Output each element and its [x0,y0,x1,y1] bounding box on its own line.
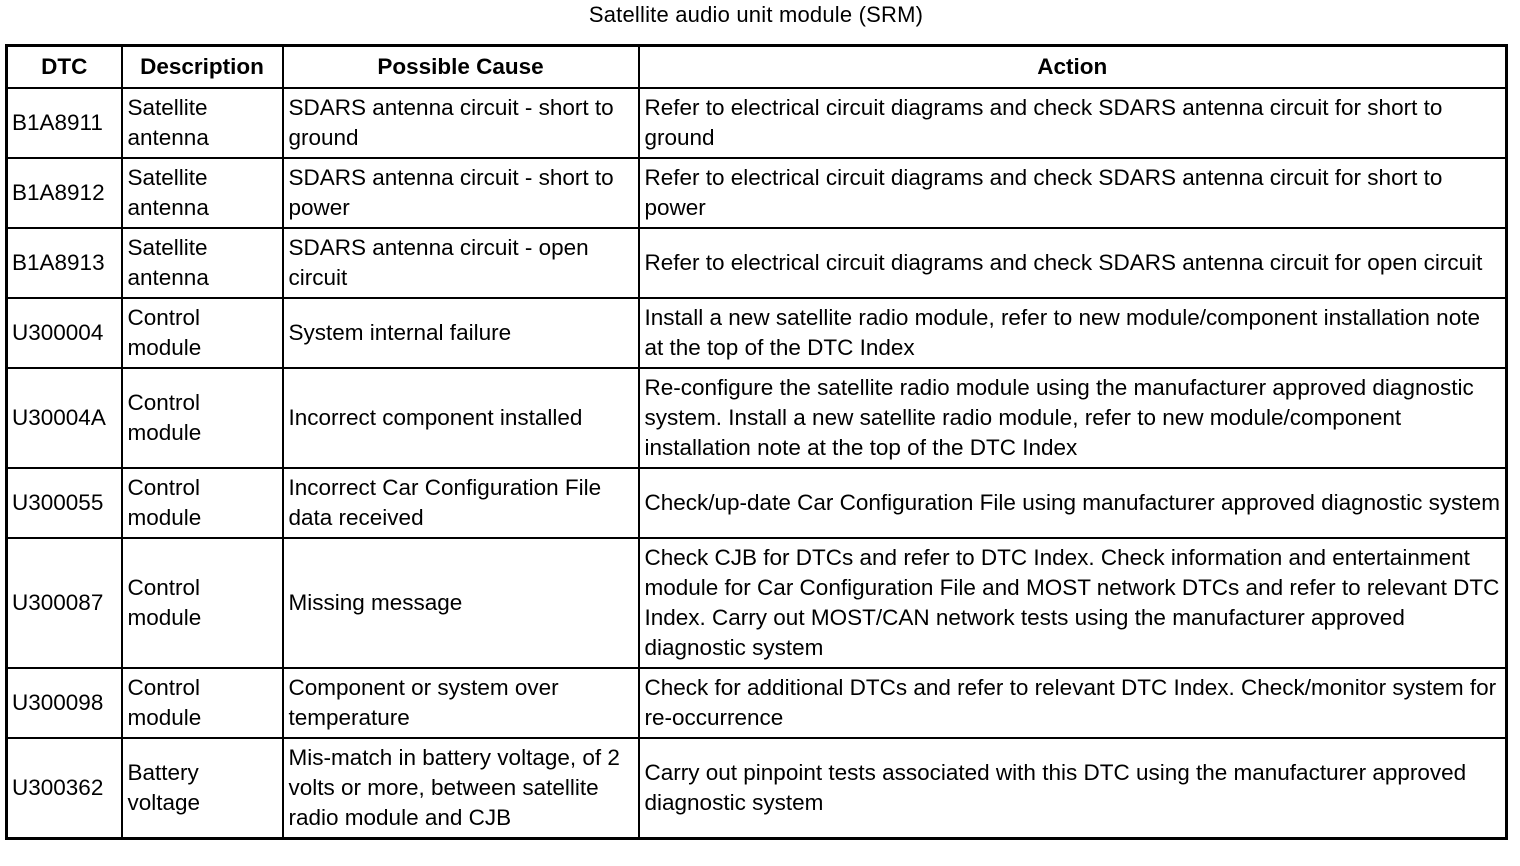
description-cell: Satellite antenna [122,88,283,158]
column-header-possible-cause: Possible Cause [283,46,639,89]
dtc-code-cell: U300362 [7,738,122,839]
action-cell: Check/up-date Car Configuration File using manufacturer approved diagnostic system [639,468,1507,538]
dtc-code-cell: U300004 [7,298,122,368]
table-row [7,738,1507,839]
dtc-code-cell: B1A8911 [7,88,122,158]
dtc-code-cell: B1A8913 [7,228,122,298]
description-cell: Control module [122,668,283,738]
page-title: Satellite audio unit module (SRM) [588,2,924,27]
possible-cause-cell: Incorrect Car Configuration File data received [283,468,639,538]
table-row [7,228,1507,298]
action-cell: Re-configure the satellite radio module using the manufacturer approved diagnostic system. Install a new satellite radio module, refer to new module/component installation note at the top of the DTC Index [639,368,1507,468]
action-cell: Refer to electrical circuit diagrams and check SDARS antenna circuit for open circuit [639,228,1507,298]
action-cell: Carry out pinpoint tests associated with this DTC using the manufacturer approved diagnostic system [639,738,1507,839]
dtc-code-cell: U30004A [7,368,122,468]
column-header-dtc: DTC [7,46,122,89]
possible-cause-cell: SDARS antenna circuit - short to power [283,158,639,228]
action-cell: Check CJB for DTCs and refer to DTC Index. Check information and entertainment module for Car Configuration File and MOST network DTCs and refer to relevant DTC Index. Carry out MOST/CAN network tests using the manufacturer approved diagnostic system [639,538,1507,668]
column-header-action: Action [639,46,1507,89]
table-row [7,368,1507,468]
possible-cause-cell: Missing message [283,538,639,668]
possible-cause-cell: System internal failure [283,298,639,368]
description-cell: Satellite antenna [122,158,283,228]
dtc-code-cell: U300087 [7,538,122,668]
table-row [7,158,1507,228]
possible-cause-cell: Component or system over temperature [283,668,639,738]
description-cell: Battery voltage [122,738,283,839]
table-header-row [7,46,1507,89]
dtc-table [5,44,1508,840]
dtc-code-cell: B1A8912 [7,158,122,228]
action-cell: Install a new satellite radio module, refer to new module/component installation note at the top of the DTC Index [639,298,1507,368]
possible-cause-cell: Mis-match in battery voltage, of 2 volts or more, between satellite radio module and CJB [283,738,639,839]
possible-cause-cell: Incorrect component installed [283,368,639,468]
description-cell: Control module [122,368,283,468]
table-row [7,668,1507,738]
table-row [7,298,1507,368]
action-cell: Refer to electrical circuit diagrams and check SDARS antenna circuit for short to power [639,158,1507,228]
column-header-description: Description [122,46,283,89]
dtc-code-cell: U300098 [7,668,122,738]
description-cell: Control module [122,298,283,368]
table-row [7,468,1507,538]
description-cell: Control module [122,468,283,538]
possible-cause-cell: SDARS antenna circuit - short to ground [283,88,639,158]
possible-cause-cell: SDARS antenna circuit - open circuit [283,228,639,298]
action-cell: Check for additional DTCs and refer to relevant DTC Index. Check/monitor system for re-occurrence [639,668,1507,738]
table-row [7,88,1507,158]
description-cell: Satellite antenna [122,228,283,298]
action-cell: Refer to electrical circuit diagrams and check SDARS antenna circuit for short to ground [639,88,1507,158]
dtc-code-cell: U300055 [7,468,122,538]
description-cell: Control module [122,538,283,668]
table-row [7,538,1507,668]
